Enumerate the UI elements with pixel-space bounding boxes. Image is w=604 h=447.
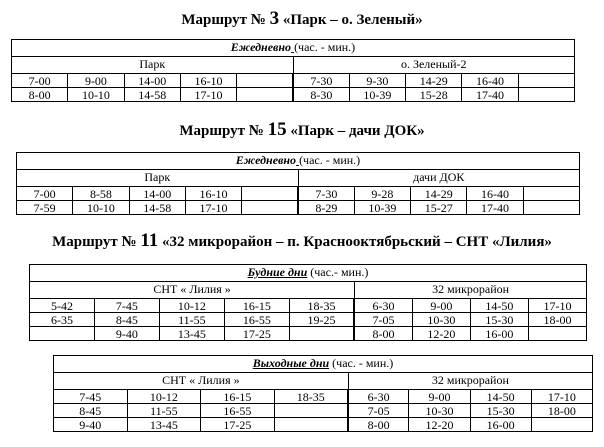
table-row xyxy=(12,88,575,102)
schedule-header xyxy=(29,264,587,281)
time-cell xyxy=(523,187,579,201)
route-15-schedule xyxy=(16,152,580,215)
time-cell: 14-50 xyxy=(470,299,528,313)
route-title-suffix: «Парк – дачи ДОК» xyxy=(290,123,425,139)
left-stop: Парк xyxy=(144,170,171,184)
time-cell xyxy=(274,404,348,418)
right-stop: дачи ДОК xyxy=(298,170,580,186)
time-cell: 18-00 xyxy=(531,404,592,418)
time-cell xyxy=(237,88,293,102)
timetable xyxy=(11,73,575,102)
schedule-label: Ежедневно xyxy=(235,153,297,167)
schedule-unit: (час. - мин.) xyxy=(299,153,361,167)
time-cell: 18-00 xyxy=(528,313,586,327)
time-cell: 6-35 xyxy=(30,313,95,327)
time-cell: 10-10 xyxy=(68,88,124,102)
time-cell: 17-10 xyxy=(528,299,586,313)
schedule-label: Выходные дни xyxy=(252,356,330,370)
time-cell: 16-55 xyxy=(201,404,275,418)
time-cell: 17-10 xyxy=(531,390,592,404)
time-cell xyxy=(237,74,293,88)
route-3-title xyxy=(0,10,604,29)
time-cell: 7-45 xyxy=(54,390,128,404)
route-11-weekends-schedule xyxy=(53,355,593,432)
time-cell: 8-00 xyxy=(12,88,68,102)
time-cell: 16-10 xyxy=(185,187,241,201)
time-cell: 8-58 xyxy=(73,187,129,201)
time-cell: 16-40 xyxy=(467,187,523,201)
time-cell xyxy=(274,418,348,432)
time-cell: 10-30 xyxy=(409,404,470,418)
table-row xyxy=(12,74,575,88)
time-cell: 8-45 xyxy=(54,404,128,418)
route-number: 11 xyxy=(140,230,159,251)
time-cell: 7-00 xyxy=(12,74,68,88)
time-cell: 7-05 xyxy=(354,313,412,327)
right-stop: 32 микрорайон xyxy=(348,373,592,389)
time-cell: 14-29 xyxy=(406,74,462,88)
time-cell: 9-28 xyxy=(354,187,410,201)
table-row xyxy=(54,404,593,418)
stops-header xyxy=(16,169,580,186)
schedule-header xyxy=(11,39,575,56)
route-11-weekdays-schedule xyxy=(29,264,587,341)
schedule-unit: (час. - мин.) xyxy=(332,356,394,370)
table-row xyxy=(30,313,587,327)
time-cell: 14-00 xyxy=(129,187,185,201)
time-cell: 15-30 xyxy=(470,404,531,418)
right-stop: о. Зеленый-2 xyxy=(293,57,575,73)
time-cell: 17-25 xyxy=(224,327,289,341)
time-cell: 15-28 xyxy=(406,88,462,102)
time-cell: 12-20 xyxy=(409,418,470,432)
time-cell: 16-40 xyxy=(462,74,518,88)
time-cell: 7-59 xyxy=(17,201,73,215)
time-cell: 10-10 xyxy=(73,201,129,215)
time-cell: 8-00 xyxy=(354,327,412,341)
left-stop: Парк xyxy=(139,57,166,71)
time-cell: 16-55 xyxy=(224,313,289,327)
time-cell: 9-00 xyxy=(412,299,470,313)
route-title-prefix: Маршрут № xyxy=(181,12,266,28)
left-stop: СНТ « Лилия » xyxy=(153,282,231,296)
timetable xyxy=(53,389,593,432)
time-cell: 17-25 xyxy=(201,418,275,432)
table-row xyxy=(30,299,587,313)
schedule-unit: (час.- мин.) xyxy=(310,265,369,279)
time-cell: 18-35 xyxy=(274,390,348,404)
time-cell xyxy=(518,88,574,102)
time-cell: 7-30 xyxy=(293,74,349,88)
time-cell: 12-20 xyxy=(412,327,470,341)
time-cell xyxy=(528,327,586,341)
time-cell: 9-00 xyxy=(68,74,124,88)
time-cell xyxy=(242,201,298,215)
time-cell: 10-12 xyxy=(127,390,201,404)
time-cell: 8-30 xyxy=(293,88,349,102)
time-cell: 16-10 xyxy=(180,74,236,88)
timetable xyxy=(29,298,587,341)
time-cell: 13-45 xyxy=(127,418,201,432)
left-stop: СНТ « Лилия » xyxy=(162,373,240,387)
time-cell: 6-30 xyxy=(348,390,409,404)
time-cell xyxy=(518,74,574,88)
table-row xyxy=(30,327,587,341)
time-cell: 18-35 xyxy=(289,299,354,313)
schedule-header xyxy=(16,152,580,169)
time-cell: 5-42 xyxy=(30,299,95,313)
time-cell: 17-10 xyxy=(185,201,241,215)
time-cell: 10-30 xyxy=(412,313,470,327)
time-cell: 13-45 xyxy=(159,327,224,341)
time-cell: 16-00 xyxy=(470,418,531,432)
time-cell: 15-27 xyxy=(411,201,467,215)
time-cell: 17-40 xyxy=(462,88,518,102)
route-title-prefix: Маршрут № xyxy=(179,123,264,139)
time-cell: 14-50 xyxy=(470,390,531,404)
time-cell: 6-30 xyxy=(354,299,412,313)
time-cell: 10-12 xyxy=(159,299,224,313)
time-cell: 14-00 xyxy=(124,74,180,88)
time-cell: 16-15 xyxy=(201,390,275,404)
time-cell: 17-40 xyxy=(467,201,523,215)
time-cell: 9-00 xyxy=(409,390,470,404)
route-title-suffix: «32 микрорайон – п. Краснооктябрьский – СНТ «Лилия» xyxy=(162,234,552,250)
time-cell: 14-58 xyxy=(124,88,180,102)
time-cell: 14-58 xyxy=(129,201,185,215)
schedule-label: Ежедневно xyxy=(230,40,292,54)
time-cell: 9-40 xyxy=(54,418,128,432)
stops-header xyxy=(11,56,575,73)
time-cell: 9-30 xyxy=(349,74,405,88)
time-cell: 17-10 xyxy=(180,88,236,102)
time-cell xyxy=(289,327,354,341)
schedule-unit: (час. - мин.) xyxy=(294,40,356,54)
time-cell: 10-39 xyxy=(354,201,410,215)
table-row xyxy=(17,201,580,215)
route-11-title xyxy=(0,232,604,251)
stops-header xyxy=(29,281,587,298)
time-cell: 7-05 xyxy=(348,404,409,418)
table-row xyxy=(54,390,593,404)
time-cell: 16-00 xyxy=(470,327,528,341)
schedule-header xyxy=(53,355,593,372)
time-cell xyxy=(523,201,579,215)
route-title-prefix: Маршрут № xyxy=(52,234,137,250)
time-cell xyxy=(531,418,592,432)
right-stop: 32 микрорайон xyxy=(354,282,586,298)
table-row xyxy=(17,187,580,201)
time-cell: 15-30 xyxy=(470,313,528,327)
timetable xyxy=(16,186,580,215)
time-cell xyxy=(242,187,298,201)
time-cell: 10-39 xyxy=(349,88,405,102)
schedule-label: Будние дни xyxy=(247,265,308,279)
time-cell: 7-00 xyxy=(17,187,73,201)
route-3-schedule xyxy=(11,39,575,102)
time-cell: 14-29 xyxy=(411,187,467,201)
time-cell: 7-30 xyxy=(298,187,354,201)
table-row xyxy=(54,418,593,432)
route-title-suffix: «Парк – о. Зеленый» xyxy=(282,12,423,28)
time-cell: 9-40 xyxy=(94,327,159,341)
time-cell: 7-45 xyxy=(94,299,159,313)
time-cell: 19-25 xyxy=(289,313,354,327)
time-cell: 8-29 xyxy=(298,201,354,215)
time-cell: 11-55 xyxy=(127,404,201,418)
time-cell: 8-45 xyxy=(94,313,159,327)
stops-header xyxy=(53,372,593,389)
time-cell: 11-55 xyxy=(159,313,224,327)
route-number: 15 xyxy=(267,119,287,140)
time-cell: 16-15 xyxy=(224,299,289,313)
route-15-title xyxy=(0,121,604,140)
route-number: 3 xyxy=(269,8,280,29)
time-cell xyxy=(30,327,95,341)
time-cell: 8-00 xyxy=(348,418,409,432)
